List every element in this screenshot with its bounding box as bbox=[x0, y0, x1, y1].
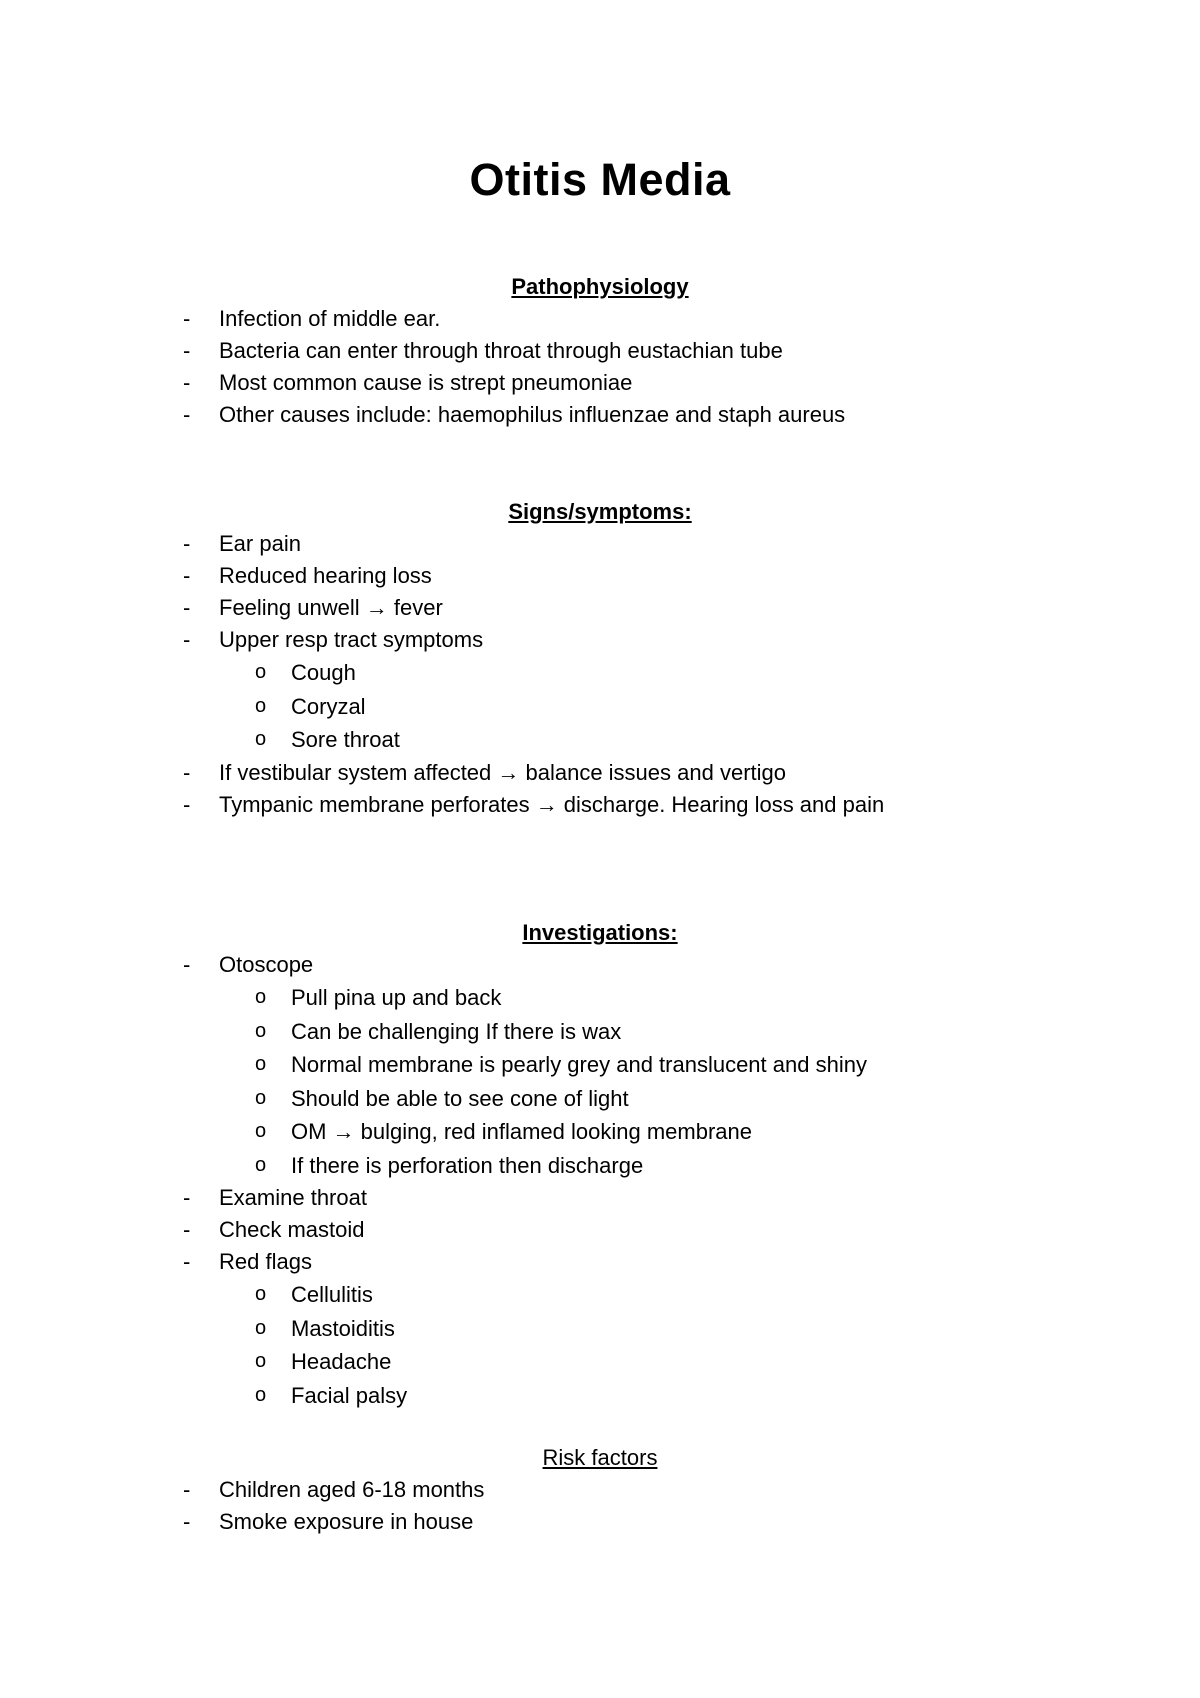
circle-marker: o bbox=[255, 986, 267, 1008]
list-item: - Smoke exposure in house bbox=[0, 1506, 1200, 1538]
section-investigations bbox=[0, 917, 1200, 1412]
dash-marker: - bbox=[183, 791, 191, 817]
dash-marker: - bbox=[183, 1477, 191, 1502]
dash-marker: - bbox=[183, 370, 191, 395]
sub-list-item: o Facial palsy bbox=[0, 1379, 1200, 1413]
dash-marker: - bbox=[183, 595, 191, 620]
dash-marker: - bbox=[183, 1185, 191, 1210]
list-item: - Upper resp tract symptoms bbox=[0, 624, 1200, 656]
dash-marker: - bbox=[183, 952, 191, 977]
circle-marker: o bbox=[255, 1153, 267, 1176]
list-item: - Children aged 6-18 months bbox=[0, 1474, 1200, 1506]
list-item: - Tympanic membrane perforates → discharge. Hearing loss and pain bbox=[0, 789, 1200, 821]
dash-marker: - bbox=[183, 531, 191, 556]
list-item: - Infection of middle ear. bbox=[0, 303, 1200, 335]
sub-list-item: o Mastoiditis bbox=[0, 1312, 1200, 1346]
circle-marker: o bbox=[255, 1086, 267, 1109]
circle-marker: o bbox=[255, 1053, 267, 1075]
dash-marker: - bbox=[183, 1249, 191, 1274]
list-item: - Red flags bbox=[0, 1246, 1200, 1278]
sub-list-item: o If there is perforation then discharge bbox=[0, 1149, 1200, 1183]
page-title: Otitis Media bbox=[469, 154, 731, 205]
list-item: - Reduced hearing loss bbox=[0, 560, 1200, 592]
list-item: - Check mastoid bbox=[0, 1214, 1200, 1246]
list-item: - Examine throat bbox=[0, 1182, 1200, 1214]
investigations-list bbox=[0, 949, 1200, 1412]
circle-marker: o bbox=[255, 661, 267, 683]
circle-marker: o bbox=[255, 1316, 267, 1339]
risk-factors-list bbox=[0, 1474, 1200, 1538]
sub-list-item: o Pull pina up and back bbox=[0, 981, 1200, 1015]
list-item: - Feeling unwell → fever bbox=[0, 592, 1200, 624]
sub-list-item: o Should be able to see cone of light bbox=[0, 1082, 1200, 1116]
sub-list-item: o Cough bbox=[0, 656, 1200, 690]
dash-marker: - bbox=[183, 759, 191, 785]
list-item: - Most common cause is strept pneumoniae bbox=[0, 367, 1200, 399]
sub-list-item: o Headache bbox=[0, 1345, 1200, 1379]
list-item: - Bacteria can enter through throat through eustachian tube bbox=[0, 335, 1200, 367]
circle-marker: o bbox=[255, 1283, 267, 1305]
section-heading-investigations: Investigations: bbox=[522, 920, 678, 945]
dash-marker: - bbox=[183, 1217, 191, 1242]
section-heading-risk-factors: Risk factors bbox=[542, 1445, 658, 1470]
sub-list-item: o Coryzal bbox=[0, 690, 1200, 724]
section-heading-pathophysiology: Pathophysiology bbox=[511, 274, 689, 299]
sub-list-item: o Normal membrane is pearly grey and translucent and shiny bbox=[0, 1048, 1200, 1082]
circle-marker: o bbox=[255, 1120, 267, 1142]
section-pathophysiology bbox=[0, 271, 1200, 431]
circle-marker: o bbox=[255, 694, 267, 717]
list-item: - Other causes include: haemophilus influenzae and staph aureus bbox=[0, 399, 1200, 431]
circle-marker: o bbox=[255, 1383, 267, 1406]
circle-marker: o bbox=[255, 1019, 267, 1042]
list-item: - Otoscope bbox=[0, 949, 1200, 981]
signs-list bbox=[0, 528, 1200, 821]
sub-list-item: o Cellulitis bbox=[0, 1278, 1200, 1312]
dash-marker: - bbox=[183, 338, 191, 363]
dash-marker: - bbox=[183, 402, 191, 427]
dash-marker: - bbox=[183, 563, 191, 588]
sub-list-item: o OM → bulging, red inflamed looking membrane bbox=[0, 1115, 1200, 1149]
dash-marker: - bbox=[183, 306, 191, 331]
sub-list-item: o Sore throat bbox=[0, 723, 1200, 757]
list-item: - If vestibular system affected → balance issues and vertigo bbox=[0, 757, 1200, 789]
list-item: - Ear pain bbox=[0, 528, 1200, 560]
dash-marker: - bbox=[183, 1509, 191, 1534]
circle-marker: o bbox=[255, 728, 267, 750]
pathophysiology-list bbox=[0, 303, 1200, 431]
sub-list-item: o Can be challenging If there is wax bbox=[0, 1015, 1200, 1049]
dash-marker: - bbox=[183, 627, 191, 652]
circle-marker: o bbox=[255, 1350, 267, 1372]
section-signs-symptoms bbox=[0, 496, 1200, 821]
section-heading-signs: Signs/symptoms: bbox=[508, 499, 692, 524]
section-risk-factors bbox=[0, 1442, 1200, 1538]
